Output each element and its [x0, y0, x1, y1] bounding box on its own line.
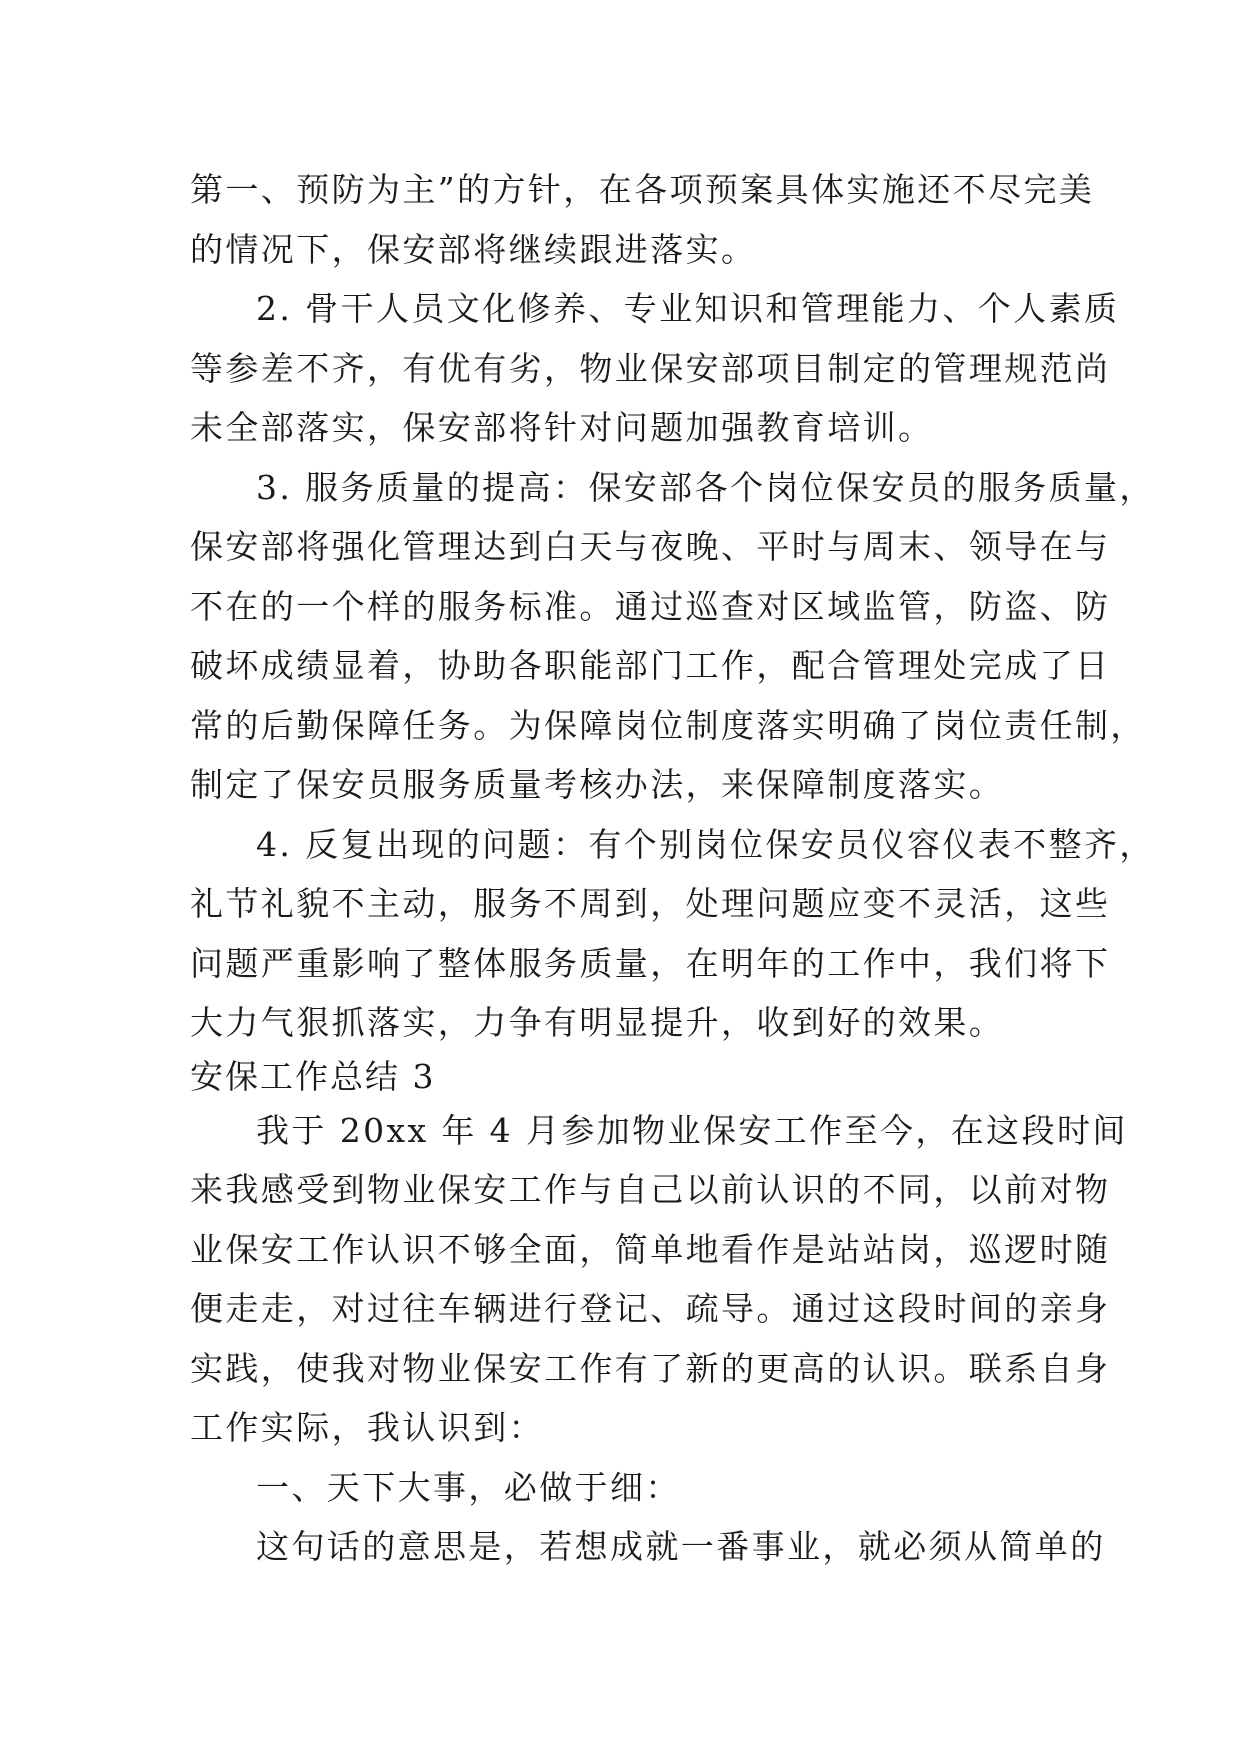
section-heading: 安保工作总结 3	[190, 1056, 436, 1096]
text-line: 礼节礼貌不主动，服务不周到，处理问题应变不灵活，这些	[190, 884, 1111, 923]
text-line: 大力气狠抓落实，力争有明显提升，收到好的效果。	[190, 1003, 1005, 1042]
text-line: 常的后勤保障任务。为保障岗位制度落实明确了岗位责任制，	[190, 705, 1146, 745]
text-line: 来我感受到物业保安工作与自己以前认识的不同，以前对物	[190, 1170, 1111, 1209]
text-line: 问题严重影响了整体服务质量，在明年的工作中，我们将下	[190, 943, 1111, 983]
text-line: 这句话的意思是，若想成就一番事业，就必须从简单的	[256, 1527, 1106, 1566]
text-line: 的情况下，保安部将继续跟进落实。	[190, 229, 757, 269]
text-line: 我于 20xx 年 4 月参加物业保安工作至今，在这段时间	[256, 1110, 1128, 1150]
text-line: 不在的一个样的服务标准。通过巡查对区域监管，防盗、防	[190, 586, 1111, 626]
text-line: 制定了保安员服务质量考核办法，来保障制度落实。	[190, 765, 1005, 804]
text-line: 等参差不齐，有优有劣，物业保安部项目制定的管理规范尚	[190, 348, 1111, 388]
document-page	[190, 160, 1155, 1577]
text-line: 工作实际，我认识到：	[190, 1408, 544, 1447]
text-line: 3. 服务质量的提高：保安部各个岗位保安员的服务质量，	[256, 467, 1155, 507]
text-line: 未全部落实，保安部将针对问题加强教育培训。	[190, 408, 934, 447]
text-line: 便走走，对过往车辆进行登记、疏导。通过这段时间的亲身	[190, 1289, 1111, 1328]
text-line: 4. 反复出现的问题：有个别岗位保安员仪容仪表不整齐，	[256, 824, 1155, 864]
text-line: 2. 骨干人员文化修养、专业知识和管理能力、个人素质	[256, 289, 1120, 328]
subheading: 一、天下大事，必做于细：	[256, 1467, 681, 1507]
text-line: 第一、预防为主”的方针，在各项预案具体实施还不尽完美	[190, 170, 1095, 209]
text-line: 实践，使我对物业保安工作有了新的更高的认识。联系自身	[190, 1348, 1111, 1388]
text-line: 保安部将强化管理达到白天与夜晚、平时与周末、领导在与	[190, 527, 1111, 566]
text-line: 业保安工作认识不够全面，简单地看作是站站岗，巡逻时随	[190, 1229, 1111, 1269]
text-line: 破坏成绩显着，协助各职能部门工作，配合管理处完成了日	[190, 646, 1111, 685]
